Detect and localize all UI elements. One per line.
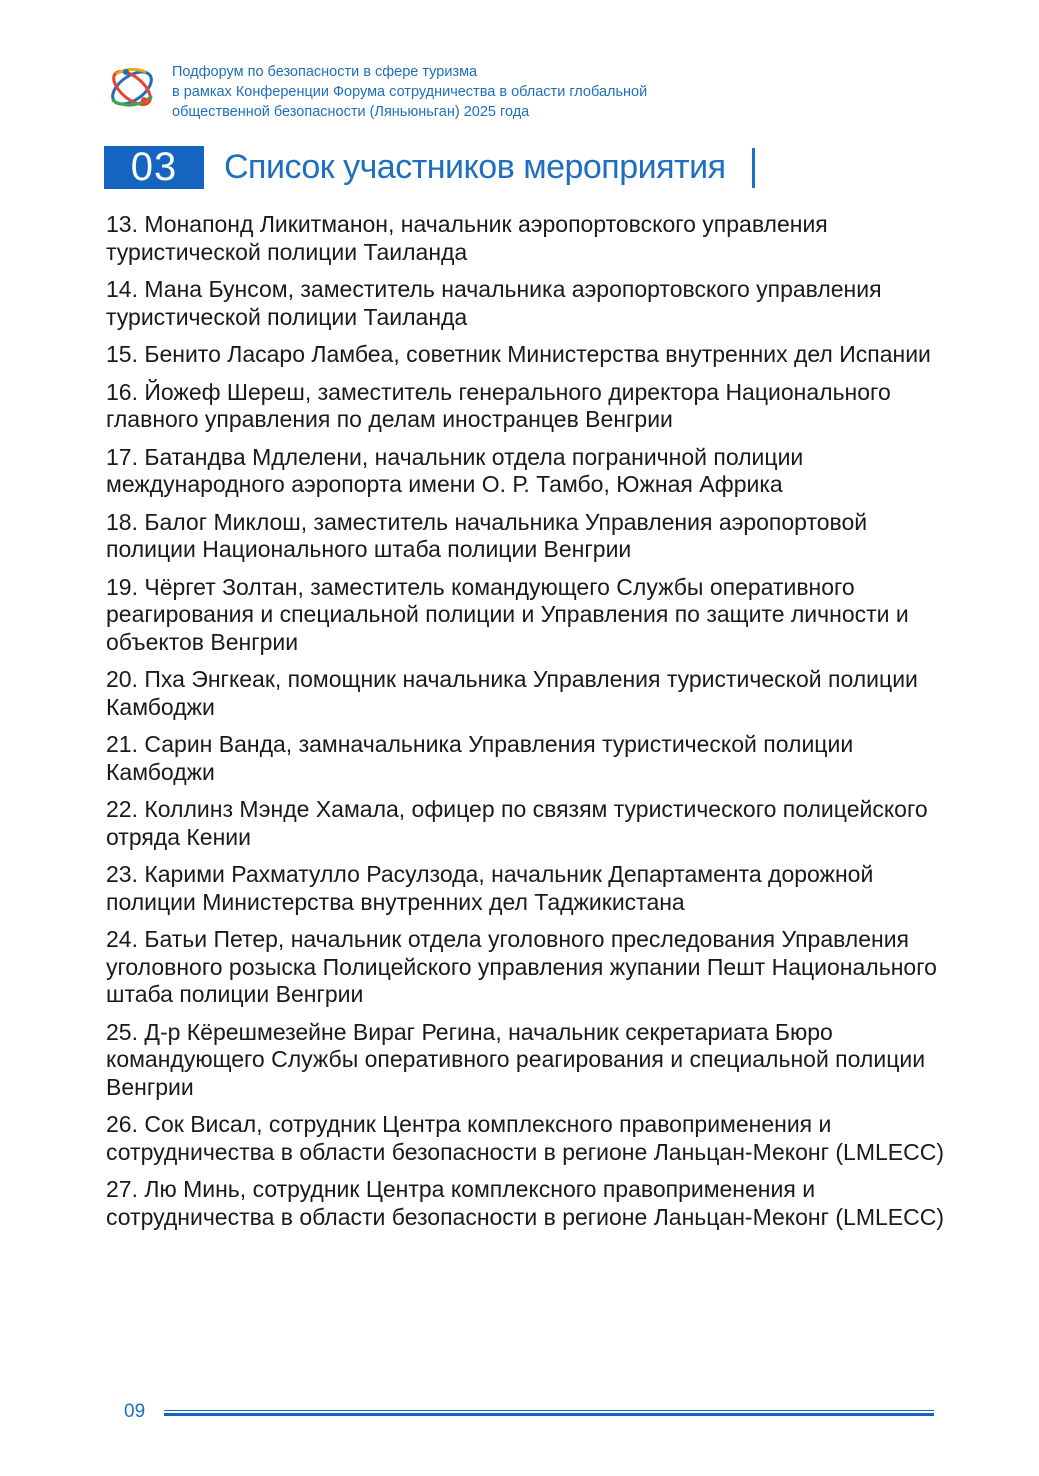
list-item: 19. Чёргет Золтан, заместитель командующего Службы оперативного реагирования и специальной полиции и Управления по защите личности и объектов Венгрии (106, 573, 909, 655)
list-item: 24. Батьи Петер, начальник отдела уголовного преследования Управления уголовного розыска Полицейского управления жупании Пешт Национального штаба полиции Венгрии (106, 926, 937, 1007)
list-item: 23. Карими Рахматулло Расулзода, начальник Департамента дорожной полиции Министерства внутренних дел Таджикистана (106, 861, 874, 915)
forum-title-line: общественной безопасности (Ляньюньган) 2025 года (172, 104, 530, 120)
title-divider (752, 148, 755, 188)
list-item: 20. Пха Энгкеак, помощник начальника Управления туристической полиции Камбоджи (106, 666, 918, 720)
list-item: 13. Монапонд Ликитманон, начальник аэропортовского управления туристической полиции Таиланда (106, 211, 828, 265)
section-number: 03 (104, 146, 204, 189)
list-item: 14. Мана Бунсом, заместитель начальника аэропортовского управления туристической полиции Таиланда (106, 276, 882, 330)
footer-rule-thin (164, 1410, 934, 1411)
forum-logo-icon (104, 60, 160, 116)
list-item: 27. Лю Минь, сотрудник Центра комплексного правоприменения и сотрудничества в области безопасности в регионе Ланьцан-Меконг (LMLECC) (106, 1176, 945, 1230)
section-heading (104, 146, 804, 190)
forum-title-line: в рамках Конференции Форума сотрудничества в области глобальной (172, 84, 648, 100)
list-item: 26. Сок Висал, сотрудник Центра комплексного правоприменения и сотрудничества в области безопасности в регионе Ланьцан-Меконг (LMLECC) (106, 1111, 945, 1165)
page-number: 09 (124, 1401, 146, 1422)
list-item: 21. Сарин Ванда, замначальника Управления туристической полиции Камбоджи (106, 731, 854, 785)
section-title: Список участников мероприятия (224, 148, 726, 186)
list-item: 15. Бенито Ласаро Ламбеа, советник Министерства внутренних дел Испании (106, 341, 931, 367)
page-header (104, 58, 824, 118)
forum-title (172, 62, 812, 122)
list-item: 17. Батандва Мдлелени, начальник отдела пограничной полиции международного аэропорта имени О. Р. Тамбо, Южная Африка (106, 443, 804, 497)
list-item: 22. Коллинз Мэнде Хамала, офицер по связям туристического полицейского отряда Кении (106, 796, 928, 850)
participants-list (106, 211, 946, 1241)
list-item: 18. Балог Миклош, заместитель начальника Управления аэропортовой полиции Национального штаба полиции Венгрии (106, 508, 868, 562)
list-item: 16. Йожеф Шереш, заместитель генерального директора Национального главного управления по делам иностранцев Венгрии (106, 378, 891, 432)
list-item: 25. Д-р Кёрешмезейне Вираг Регина, начальник секретариата Бюро командующего Службы оперативного реагирования и специальной полиции Венгрии (106, 1018, 926, 1100)
footer-rule (164, 1413, 934, 1416)
forum-title-line: Подфорум по безопасности в сфере туризма (172, 64, 478, 80)
